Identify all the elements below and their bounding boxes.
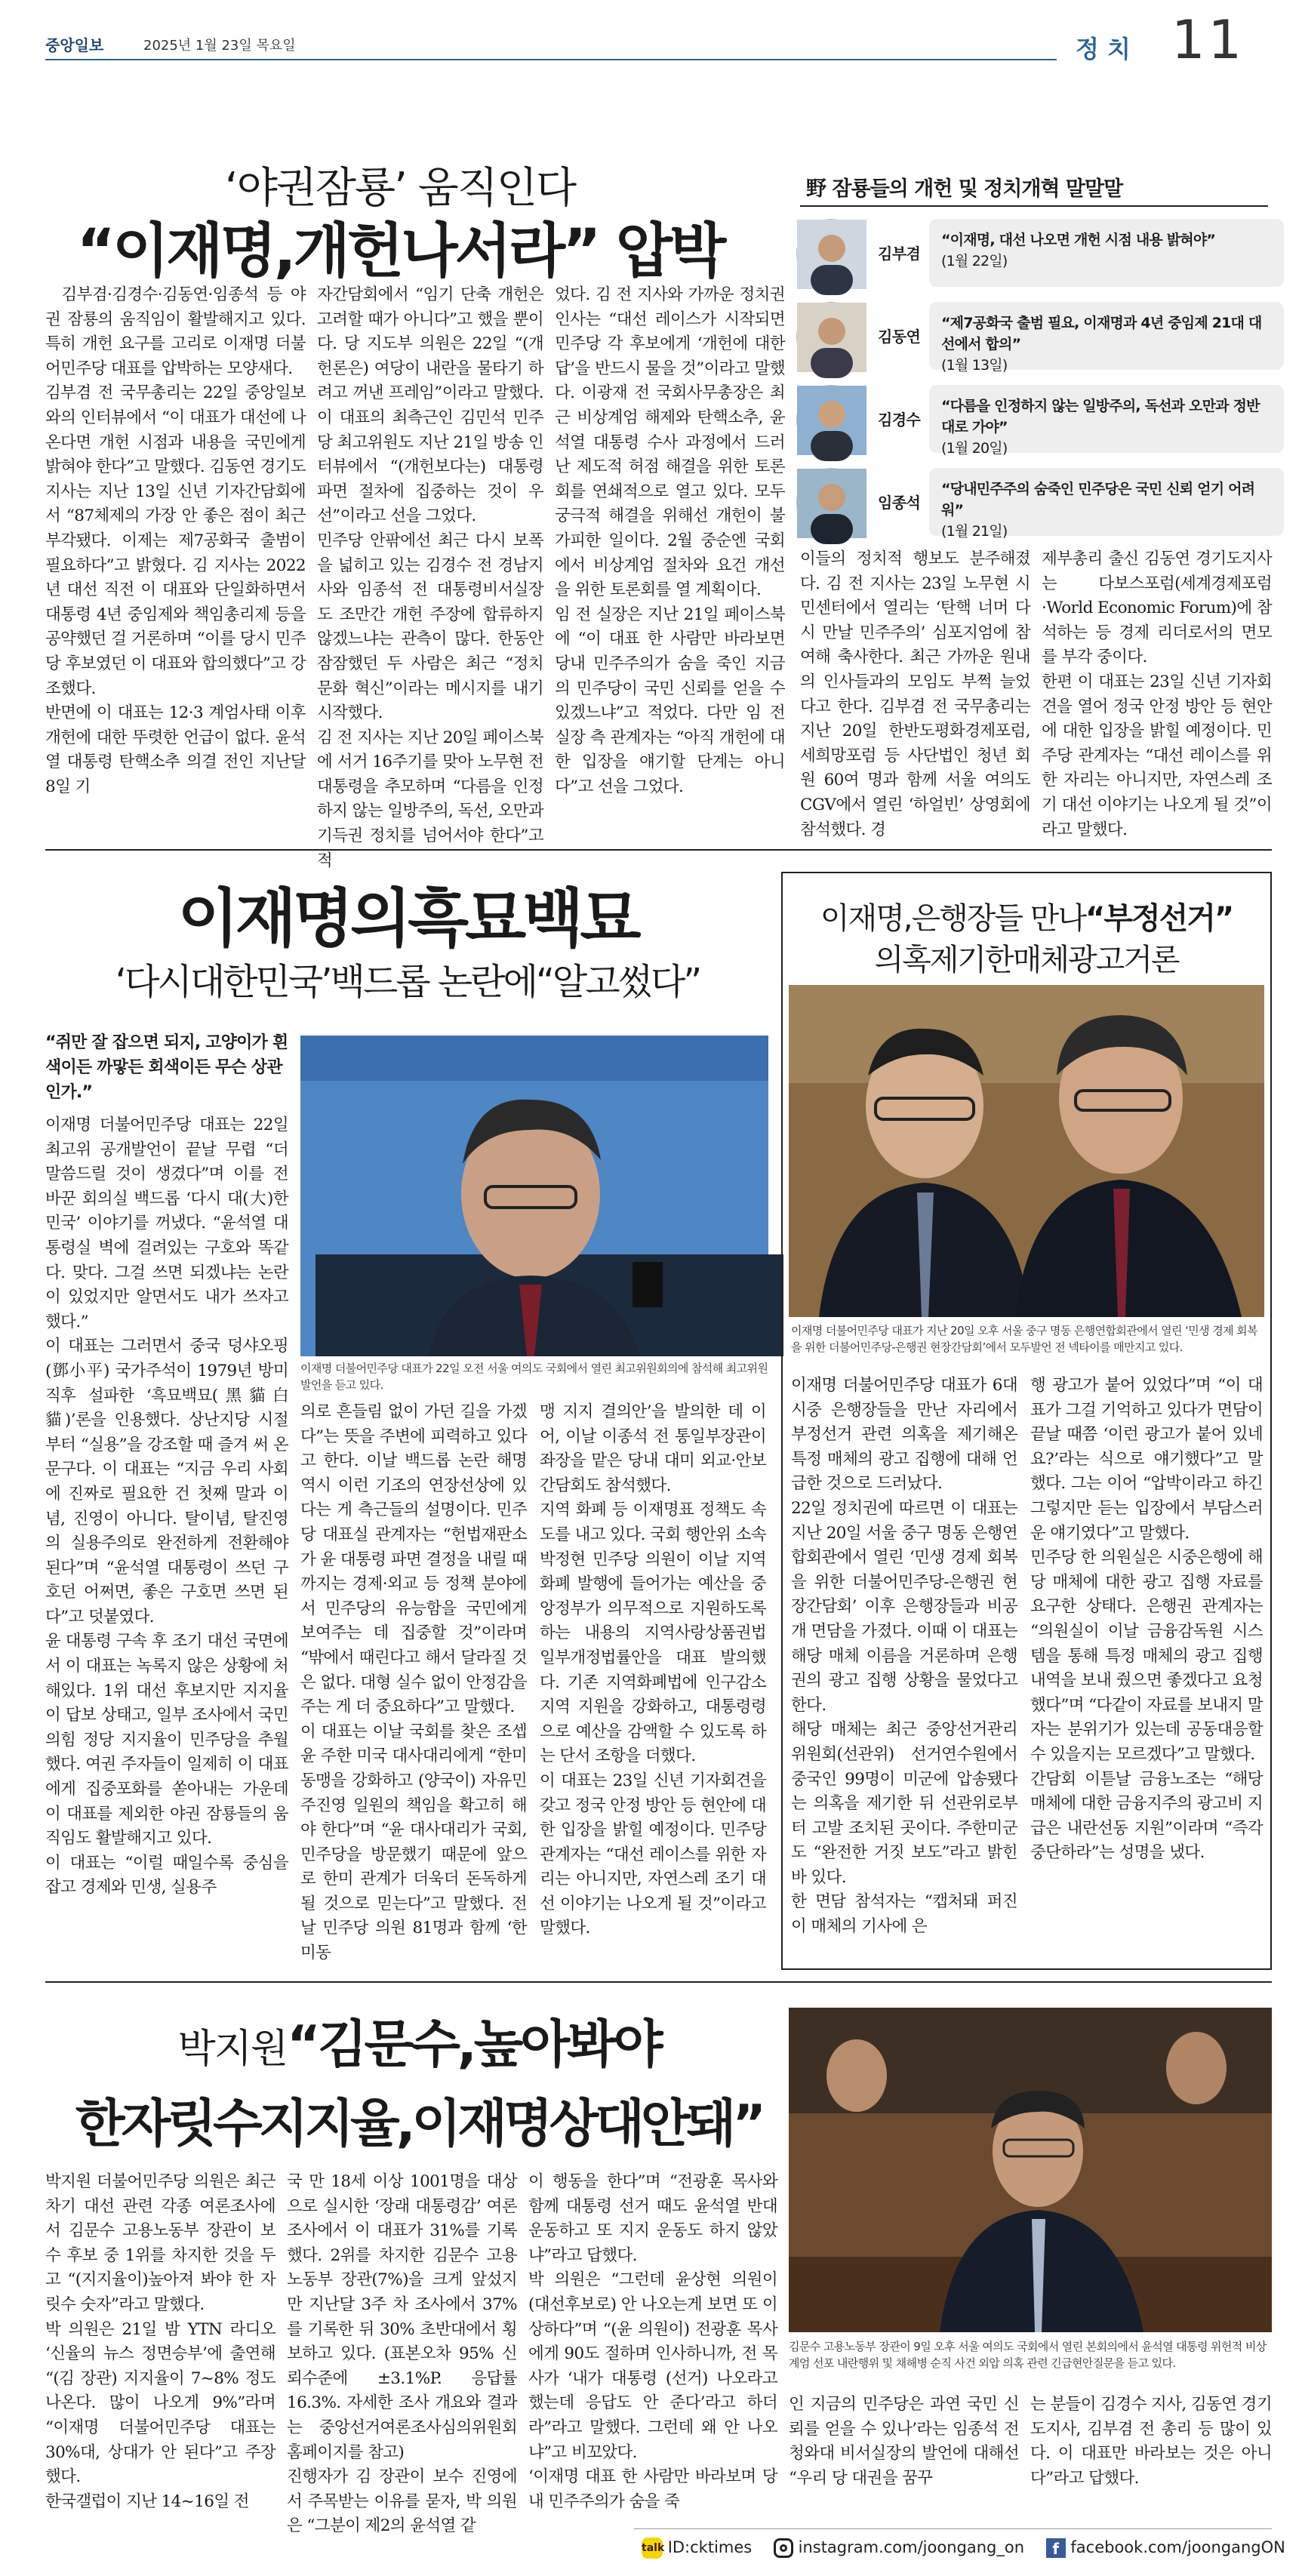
article4-photo-caption: 김문수 고용노동부 장관이 9일 오후 서울 여의도 국회에서 열린 본회의에서 윤석열 대통령 위헌적 비상계엄 선포 내란행위 및 채해병 순직 사건 외압 의혹 관련 긴급현안질문을 듣고 있다. — [789, 2340, 1267, 2370]
article2-col-1 — [45, 1113, 288, 1965]
article2-col-3-text: 맹 지지 결의안’을 발의한 데 이어, 이날 이종석 전 통일부장관이 좌장을 맡은 당내 대미 외교·안보 간담회도 참석했다. 지역 화폐 등 이재명표 정책도 속도를 내고 있다. 국회 행안위 소속 박정현 민주당 의원이 이날 지역 화폐 발행에 들어가는 예산을 중앙정부가 의무적으로 지원하도록 하는 내용의 지역사랑상품권법 일부개정법률안을 대표 발의했다. 기존 지역화폐법에 인구감소지역 지원을 강화하고, 대통령령으로 예산을 감액할 수 있도록 하는 단서 조항을 더했다. 이 대표는 23일 신년 기자회견을 갖고 정국 안정 방안 등 현안에 대한 입장을 밝힐 예정이다. 민주당 관계자는 “대선 레이스를 위한 자리는 아니지만, 자연스레 조기 대선 이야기는 나오게 될 것”이라고 말했다. — [540, 1402, 766, 1938]
sidebar-quote-3 — [796, 385, 1279, 457]
article4-col-5 — [1030, 2393, 1272, 2521]
article4-col-4 — [789, 2393, 1019, 2521]
sidebar-quote-name: 김경수 — [878, 411, 921, 429]
article3-headline-emph: “부정선거” — [1085, 901, 1233, 936]
sidebar-quote-2 — [796, 302, 1279, 374]
article2-subhead: ‘다시대한민국’백드롭 논란에“알고썼다” — [115, 961, 700, 1003]
sidebar-quote-name: 김동연 — [878, 328, 921, 346]
article3-headline-line1 — [785, 894, 1268, 937]
article1-col-5-text: 제부총리 출신 김동연 경기도지사는 다보스포럼(세계경제포럼·World Economic Forum)에 참석하는 등 경제 리더로서의 면모를 부각 중이다. 한편 이 대표는 23일 신년 기자회견을 열어 정국 안정 방안 등 현안에 대한 입장을 밝힐 예정이다. 민주당 관계자는 “대선 레이스를 위한 자리는 아니지만, 자연스레 조기 대선 이야기는 나오게 될 것”이라고 말했다. — [1042, 549, 1272, 839]
article2-lede: “쥐만 잘 잡으면 되지, 고양이가 흰색이든 까맣든 회색이든 무슨 상관인가.” — [45, 1033, 288, 1102]
article1-col-4-text: 이들의 정치적 행보도 분주해졌다. 김 전 지사는 23일 노무현 시민센터에서 열리는 ‘탄핵 너머 다시 만날 민주주의’ 심포지엄에 참여해 축사한다. 최근 가까운 원내의 인사들과의 모임도 부쩍 늘었다고 한다. 김부겸 전 국무총리는 지난 20일 한반도평화경제포럼, 세희망포럼 등 사단법인 청년 회원 60여 명과 함께 서울 여의도 CGV에서 열린 ‘하얼빈’ 상영회에 참석했다. 경 — [800, 549, 1030, 839]
article1-col-5 — [1042, 547, 1272, 842]
quote-date: (1월 20일) — [941, 440, 1008, 457]
article2-photo-caption: 이재명 더불어민주당 대표가 22일 오전 서울 여의도 국회에서 열린 최고위원회의에 참석해 최고위원 발언을 듣고 있다. — [300, 1362, 768, 1392]
avatar — [796, 385, 866, 454]
sidebar-rule — [800, 205, 1268, 207]
footer-social — [642, 2538, 1285, 2559]
article4-headline-text: “김문수,높아봐야 — [287, 2015, 660, 2075]
lee-jae-myung-photo — [300, 1036, 768, 1356]
quote-date: (1월 13일) — [941, 357, 1008, 374]
article1-col-3 — [555, 283, 785, 842]
section-label: 정 치 — [1076, 35, 1131, 63]
instagram-link[interactable]: instagram.com/joongang_on — [798, 2538, 1025, 2556]
article2-col-3 — [540, 1400, 766, 1965]
quote-date: (1월 22일) — [941, 253, 1008, 269]
footer-rule — [634, 2528, 1272, 2529]
article3-photo — [789, 985, 1264, 1317]
article1-col-2-text: 자간담회에서 “임기 단축 개헌은 고려할 때가 아니다”고 했을 뿐이다. 당 지도부 의원은 22일 “(개헌론은) 여당이 내란을 물타기 하려고 꺼낸 프레임”이라고 말했다. 이 대표의 최측근인 김민석 민주당 최고위원도 지난 21일 방송 인터뷰에서 “(개헌보다는) 대통령 파면 절차에 집중하는 것이 우선”이라고 선을 그었다. 민주당 안팎에선 최근 다시 보폭을 넓히고 있는 김경수 전 경남지사와 임종석 전 대통령비서실장도 조만간 개헌 주장에 합류하지 않겠느냐는 관측이 많다. 한동안 잠잠했던 두 사람은 최근 “정치 문화 혁신”이라는 메시지를 내기 시작했다. 김 전 지사는 지난 20일 페이스북에 서거 16주기를 맞아 노무현 전 대통령을 추모하며 “다름을 인정하지 않는 일방주의, 독선, 오만과 기득권 정치를 넘어서야 한다”고 적 — [317, 285, 543, 870]
article4-col-2-text: 국 만 18세 이상 1001명을 대상으로 실시한 ‘장래 대통령감’ 여론조사에서 이 대표가 31%를 기록했다. 2위를 차지한 김문수 고용노동부 장관(7%)을 크게 앞섰지만 지난달 3주 차 조사에서 37%를 기록한 뒤 30% 초반대에서 횡보하고 있다. (표본오차 95% 신뢰수준에 ±3.1%P. 응답률 16.3%. 자세한 조사 개요와 결과는 중앙선거여론조사심의위원회 홈페이지를 참고) 진행자가 김 장관이 보수 진영에서 주목받는 이유를 묻자, 박 의원은 “그분이 제2의 윤석열 같 — [287, 2172, 517, 2536]
sidebar-quote-4 — [796, 468, 1279, 540]
article3-headline-text: 이재명,은행장들 만나 — [820, 901, 1086, 936]
kakao-icon: talk — [642, 2538, 663, 2559]
article1-col-2 — [317, 283, 543, 870]
sidebar-quote-bubble — [929, 468, 1284, 540]
article4-col-1 — [45, 2170, 275, 2525]
quote-text: “제7공화국 출범 필요, 이재명과 4년 중임제 21대 대선에서 합의” — [941, 315, 1262, 352]
masthead-paper-name: 중앙일보 — [45, 36, 104, 54]
article4-col-5-text: 는 분들이 김경수 지사, 김동연 경기도지사, 김부겸 전 총리 등 많이 있다. 이 대표만 바라보는 것은 아니다”라고 답했다. — [1030, 2395, 1272, 2488]
article1-col-3-text: 었다. 김 전 지사와 가까운 정치권 인사는 “대선 레이스가 시작되면 민주당 각 후보에게 ‘개헌에 대한 답’을 반드시 물을 것”이라고 말했다. 이광재 전 국회사무총장은 최근 비상계엄 해제와 탄핵소추, 윤석열 대통령 수사 과정에서 드러난 제도적 허점 해결을 위한 토론회를 연쇄적으로 열고 있다. 모두 궁극적 해결을 위해선 개헌이 불가피한 일이다. 2월 중순엔 국회에서 비상계엄 절차와 요건 개선을 위한 토론회를 열 계획이다. 임 전 실장은 지난 21일 페이스북에 “이 대표 한 사람만 바라보면 당내 민주주의가 숨을 죽인 지금의 민주당이 국민 신뢰를 얻을 수 있겠느냐”고 적었다. 다만 임 전 실장 측 관계자는 “아직 개헌에 대한 입장을 얘기할 단계는 아니다”고 선을 그었다. — [555, 285, 785, 796]
article4-photo — [789, 2008, 1272, 2332]
avatar — [796, 302, 866, 371]
section-divider — [45, 849, 1272, 851]
avatar — [796, 219, 866, 288]
instagram-icon — [774, 2538, 793, 2558]
bank-meeting-photo — [789, 985, 1264, 1317]
section-divider — [45, 1981, 1272, 1983]
article4-col-2 — [287, 2170, 517, 2536]
article1-headline: “이재명,개헌나서라” 압박 — [76, 217, 724, 285]
article3-photo-caption: 이재명 더불어민주당 대표가 지난 20일 오후 서울 중구 명동 은행연합회관에서 열린 ‘민생 경제 회복을 위한 더불어민주당-은행권 현장간담회’에서 모두발언 전 넥타이를 매만지고 있다. — [791, 1324, 1257, 1354]
sidebar-quote-bubble — [929, 385, 1284, 457]
article4-headline-line2: 한자릿수지지율,이재명상대안돼” — [75, 2094, 763, 2154]
masthead-rule — [45, 59, 1057, 60]
article4-col-3-text: 이 행동을 한다”며 “전광훈 목사와 함께 대통령 선거 때도 윤석열 반대 운동하고 또 지지 운동도 하지 않았냐”라고 답했다. 박 의원은 “그런데 윤상현 의원이 (대선후보로) 안 나오는게 보면 또 이상하다”며 “(윤 의원이) 전광훈 목사에게 90도 절하며 인사하니까, 전 목사가 ‘내가 대통령 (선거) 나오라고 했는데 응답도 안 준다’라고 하더라”라고 말했다. 그런데 왜 안 나오냐”고 비꼬았다. ‘이재명 대표 한 사람만 바라보며 당내 민주주의가 숨을 죽 — [528, 2172, 777, 2511]
sidebar-quote-bubble — [929, 219, 1284, 287]
article1-col-1 — [45, 283, 306, 842]
quote-text: “다름을 인정하지 않는 일방주의, 독선과 오만과 정반대로 가야” — [941, 398, 1260, 435]
sidebar-title: 野 잠룡들의 개헌 및 정치개혁 말말말 — [806, 177, 1123, 201]
facebook-icon: f — [1046, 2538, 1066, 2558]
article3-col-1 — [791, 1374, 1017, 1962]
sidebar-quote-name: 임종석 — [878, 494, 921, 512]
quote-date: (1월 21일) — [941, 523, 1008, 540]
quote-text: “당내민주주의 숨죽인 민주당은 국민 신뢰 얻기 어려워” — [941, 481, 1255, 519]
article3-col-2-text: 행 광고가 붙어 있었다”며 “이 대표가 그걸 기억하고 있다가 면담이 끝날 때쯤 ‘이런 광고가 붙어 있네요?’라는 식으로 얘기했다”고 말했다. 그는 이어 “압박이라고 하긴 그렇지만 듣는 입장에서 부담스러운 얘기였다”고 말했다. 민주당 한 의원실은 시중은행에 해당 매체에 대한 광고 집행 자료를 요구한 상태다. 은행권 관계자는 “의원실이 이날 금융감독원 시스템을 통해 특정 매체의 광고 집행 내역을 보내 줬으면 좋겠다고 요청했다”며 “다같이 자료를 보내지 말자는 분위기가 있는데 공동대응할 수 있을지는 모르겠다”고 말했다. 간담회 이튿날 금융노조는 “해당 매체에 대한 금융지주의 광고비 지급은 내란선동 지원”이라며 “즉각 중단하라”는 성명을 냈다. — [1030, 1376, 1263, 1863]
article4-col-3 — [528, 2170, 777, 2525]
article4-headline-line1 — [45, 2004, 793, 2077]
masthead-date: 2025년 1월 23일 목요일 — [143, 38, 296, 54]
article4-kicker: 박지원 — [177, 2027, 288, 2072]
page-number: 11 — [1171, 9, 1245, 71]
article2-photo — [300, 1036, 768, 1356]
article2-col-2 — [300, 1400, 527, 1965]
quote-text: “이재명, 대선 나오면 개헌 시점 내용 밝혀야” — [941, 232, 1216, 248]
sidebar-quote-name: 김부겸 — [878, 245, 921, 263]
article1-col-1-text: 김부겸·김경수·김동연·임종석 등 야권 잠룡의 움직임이 활발해지고 있다. 특히 개헌 요구를 고리로 이재명 더불어민주당 대표를 압박하는 모양새다. 김부겸 전 국무총리는 22일 중앙일보와의 인터뷰에서 “이 대표가 대선에 나온다면 개헌 시점과 내용을 국민에게 밝혀야 한다”고 말했다. 김동연 경기도지사는 지난 13일 신년 기자간담회에서 “87체제의 가장 안 좋은 점이 최근 부각됐다. 이제는 제7공화국 출범이 필요하다”고 밝혔다. 김 지사는 2022년 대선 직전 이 대표와 단일화하면서 대통령 4년 중임제와 책임총리제 등을 공약했던 걸 거론하며 “이를 당시 민주당 후보였던 이 대표와 합의했다”고 강조했다. 반면에 이 대표는 12·3 계엄사태 이후 개헌에 대한 뚜렷한 언급이 없다. 윤석열 대통령 탄핵소추 의결 전인 지난달 8일 기 — [45, 285, 306, 796]
article2-col-2-text: 의로 흔들림 없이 가던 길을 가겠다”는 뜻을 주변에 피력하고 있다고 한다. 이날 백드롭 논란 해명 역시 이런 기조의 연장선상에 있다는 게 측근들의 설명이다. 민주당 대표실 관계자는 “헌법재판소가 윤 대통령 파면 결정을 내릴 때까지는 경제·외교 등 정책 분야에서 민주당의 유능함을 국민에게 보여주는 데 집중할 것”이라며 “밖에서 때린다고 해서 달라질 것은 없다. 대형 실수 없이 안정감을 주는 게 더 중요하다”고 말했다. 이 대표는 이날 국회를 찾은 조셉 윤 주한 미국 대사대리에게 “한미동맹을 강화하고 (양국이) 자유민주진영 일원의 책임을 확고히 해야 한다”며 “윤 대사대리가 국회, 민주당을 방문했기 때문에 앞으로 한미 관계가 더욱더 돈독하게 될 것으로 믿는다”고 말했다. 전날 민주당 의원 81명과 함께 ‘한미동 — [300, 1402, 527, 1963]
article2-headline: 이재명의흑묘백묘 — [177, 882, 638, 956]
avatar — [796, 468, 866, 537]
kim-moon-soo-photo — [789, 2008, 1272, 2332]
article1-col-4 — [800, 547, 1030, 842]
article3-col-2 — [1030, 1374, 1263, 1962]
sidebar-quote-bubble — [929, 302, 1284, 374]
article3-col-1-text: 이재명 더불어민주당 대표가 6대 시중 은행장들을 만난 자리에서 부정선거 관련 의혹을 제기해온 특정 매체의 광고 집행에 대해 언급한 것으로 드러났다. 22일 정치권에 따르면 이 대표는 지난 20일 서울 중구 명동 은행연합회관에서 열린 ‘민생 경제 회복을 위한 더불어민주당-은행권 현장간담회’ 이후 은행장들과 비공개 면담을 가졌다. 이때 이 대표는 해당 매체 이름을 거론하며 은행권의 광고 집행 상황을 물었다고 한다. 해당 매체는 최근 중앙선거관리위원회(선관위) 선거연수원에서 중국인 99명이 미군에 압송됐다는 의혹을 제기한 뒤 선관위로부터 고발 조치된 곳이다. 주한미군도 “완전한 거짓 보도”라고 밝힌 바 있다. 한 면담 참석자는 “캡처돼 퍼진 이 매체의 기사에 은 — [791, 1376, 1017, 1937]
sidebar-quote-1 — [796, 219, 1279, 287]
article1-kicker: ‘야권잠룡’ 움직인다 — [224, 164, 576, 213]
facebook-link[interactable]: facebook.com/joongangON — [1070, 2538, 1285, 2556]
article4-col-1-text: 박지원 더불어민주당 의원은 최근 차기 대선 관련 각종 여론조사에서 김문수 고용노동부 장관이 보수 후보 중 1위를 차지한 것을 두고 “(지지율이)높아져 봐야 한 자릿수 숫자”라고 말했다. 박 의원은 21일 밤 YTN 라디오 ‘신율의 뉴스 정면승부’에 출연해 “(김 장관) 지지율이 7~8% 정도 나온다. 많이 나오게 9%”라며 “이재명 더불어민주당 대표는 30%대, 상대가 안 된다”고 주장했다. 한국갤럽이 지난 14~16일 전 — [45, 2172, 275, 2511]
article2-col-1-text: 이재명 더불어민주당 대표는 22일 최고위 공개발언이 끝날 무렵 “더 말씀드릴 것이 생겼다”며 이를 전 바꾼 회의실 백드롭 ‘다시 대(大)한민국’ 이야기를 꺼냈다. “윤석열 대통령실 벽에 걸려있는 구호와 똑같다. 맞다. 그걸 쓰면 되겠냐는 논란이 있었지만 알면서도 내가 쓰자고 했다.” 이 대표는 그러면서 중국 덩샤오핑(鄧小平) 국가주석이 1979년 방미 직후 설파한 ‘흑묘백묘(黑貓白貓)’론을 인용했다. 상난지당 시절부터 “실용”을 강조할 때 즐겨 써 온 문구다. 이 대표는 “지금 우리 사회에 진짜로 필요한 건 첫째 말과 이념, 진영이 아니다. 탈이념, 탈진영의 실용주의로 완전하게 전환해야 된다”며 “윤석열 대통령이 쓰던 구호던 어쩌면, 좋은 구호면 쓰면 된다”고 덧붙였다. 윤 대통령 구속 후 조기 대선 국면에서 이 대표는 녹록지 않은 상황에 처해있다. 1위 대선 후보지만 지지율이 답보 상태고, 일부 조사에서 국민의힘 정당 지지율이 민주당을 추월했다. 여권 주자들이 일제히 이 대표에게 집중포화를 쏟아내는 가운데 이 대표를 제외한 야권 잠룡들의 움직임도 활발해지고 있다. 이 대표는 “이럴 때일수록 중심을 잡고 경제와 민생, 실용주 — [45, 1116, 288, 1897]
article4-col-4-text: 인 지금의 민주당은 과연 국민 신뢰를 얻을 수 있나’라는 임종석 전 청와대 비서실장의 발언에 대해선 “우리 당 대권을 꿈꾸 — [789, 2395, 1019, 2488]
kakao-handle[interactable]: ID:cktimes — [667, 2538, 753, 2556]
article3-headline-line2: 의혹제기한매체광고거론 — [874, 943, 1179, 977]
